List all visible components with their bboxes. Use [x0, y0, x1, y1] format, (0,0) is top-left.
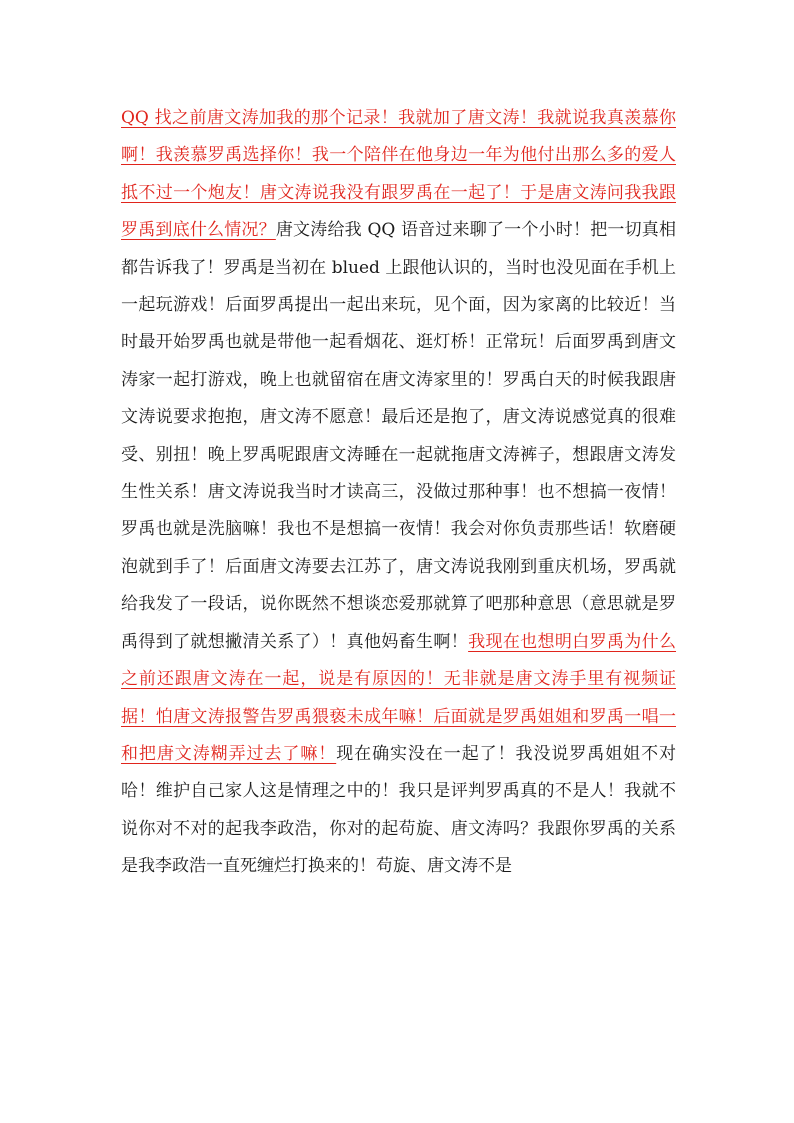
body-text-2: 现在确实没在一起了！我没说罗禹姐姐不对哈！维护自己家人这是情理之中的！我只是评判罗禹真的不是人！我就不说你对不对的起我李政浩，你对的起苟旋、唐文涛吗？我跟你罗禹的关系是我李政浩一直死缠烂打换来的！苟旋、唐文涛不是	[121, 743, 677, 877]
body-paragraph	[121, 100, 676, 886]
highlighted-text-2: 我现在也想明白罗禹为什么之前还跟唐文涛在一起，说是有原因的！无非就是唐文涛手里有视频证据！怕唐文涛报警告罗禹猥亵未成年嘛！后面就是罗禹姐姐和罗禹一唱一和把唐文涛糊弄过去了嘛！	[121, 631, 677, 764]
body-text-1: 唐文涛给我 QQ 语音过来聊了一个小时！把一切真相都告诉我了！罗禹是当初在 blued 上跟他认识的，当时也没见面在手机上一起玩游戏！后面罗禹提出一起出来玩，见个面，因为家离的比较近！当时最开始罗禹也就是带他一起看烟花、逛灯桥！正常玩！后面罗禹到唐文涛家一起打游戏，晚上也就留宿在唐文涛家里的！罗禹白天的时候我跟唐文涛说要求抱抱，唐文涛不愿意！最后还是抱了，唐文涛说感觉真的很难受、别扭！晚上罗禹呢跟唐文涛睡在一起就拖唐文涛裤子，想跟唐文涛发生性关系！唐文涛说我当时才读高三，没做过那种事！也不想搞一夜情！罗禹也就是洗脑嘛！我也不是想搞一夜情！我会对你负责那些话！软磨硬泡就到手了！后面唐文涛要去江苏了，唐文涛说我刚到重庆机场，罗禹就给我发了一段话，说你既然不想谈恋爱那就算了吧那种意思（意思就是罗禹得到了就想撇清关系了）！真他妈畜生啊！	[121, 220, 677, 652]
highlighted-text-1: QQ 找之前唐文涛加我的那个记录！我就加了唐文涛！我就说我真羡慕你啊！我羡慕罗禹选择你！我一个陪伴在他身边一年为他付出那么多的爱人抵不过一个炮友！唐文涛说我没有跟罗禹在一起了！于是唐文涛问我我跟罗禹到底什么情况？	[121, 108, 676, 241]
